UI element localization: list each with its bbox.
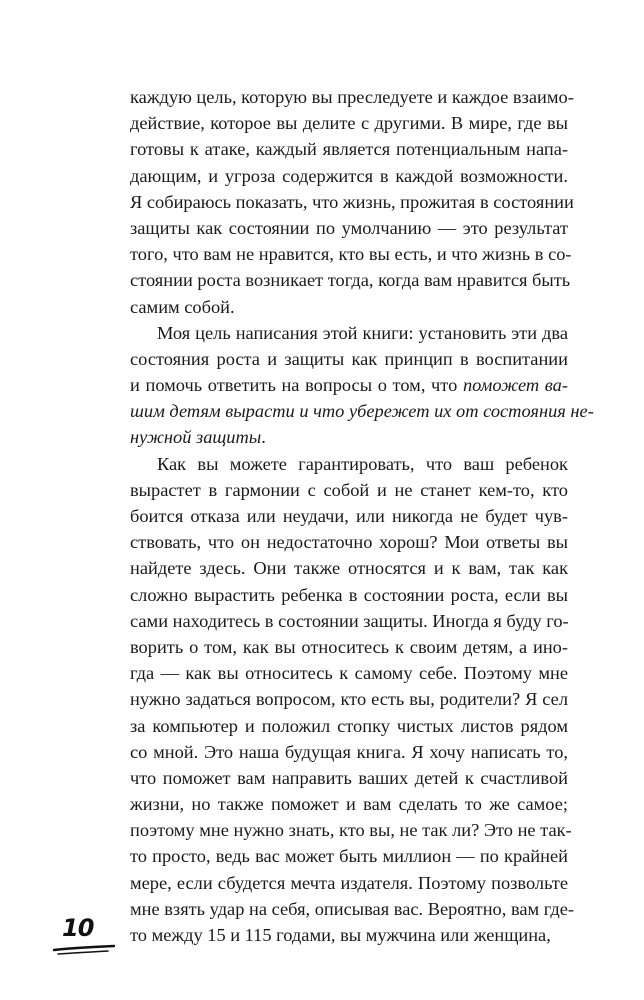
line-text: Как вы можете гарантировать, что ваш ребенок [157, 453, 568, 474]
line-text: дающим, и угроза содержится в каждой возможности. [130, 165, 568, 186]
text-line [130, 896, 575, 922]
text-line [130, 608, 568, 634]
line-text: вырастет в гармонии с собой и не станет кем-то, кто [130, 479, 568, 500]
line-text: боится отказа или неудачи, или никогда не будет чув- [130, 506, 568, 526]
text-line [130, 424, 568, 450]
line-text: Я собираюсь показать, что жизнь, прожитая в состоянии [130, 191, 574, 212]
line-text: нужно задаться вопросом, кто есть вы, родители? Я сел [130, 689, 568, 710]
emphasis-text: шим детям вырасти и что убережет их от состояния не- [130, 401, 594, 422]
line-text: и помочь ответить на вопросы о том, что [130, 375, 463, 396]
line-text: того, что вам не нравится, кто вы есть, и что жизнь в со- [130, 244, 572, 265]
text-line [130, 136, 568, 162]
line-text: что поможет вам направить ваших детей к счастливой [130, 767, 568, 788]
text-line [130, 241, 572, 267]
text-line [130, 529, 568, 555]
line-text: гда — как вы относитесь к самому себе. Поэтому мне [130, 663, 568, 684]
text-line [130, 555, 568, 581]
text-line [130, 503, 568, 529]
text-line [130, 267, 571, 293]
text-line [130, 84, 574, 110]
line-text: мере, если сбудется мечта издателя. Поэтому позвольте [130, 872, 568, 893]
line-text: действие, которое вы делите с другими. В мире, где вы [130, 113, 568, 134]
text-line [130, 320, 568, 346]
text-line [130, 294, 568, 320]
page-number-block [52, 914, 122, 958]
line-text: сложно вырастить ребенка в состоянии роста, если вы [130, 584, 568, 605]
text-line [130, 398, 594, 424]
line-text: за компьютер и положил стопку чистых листов рядом [130, 715, 568, 736]
text-line [130, 346, 568, 372]
text-line [130, 922, 568, 948]
text-line [130, 189, 574, 215]
line-text: то просто, ведь вас может быть миллион — по крайней [130, 846, 568, 867]
line-text: каждую цель, которую вы преследуете и каждое взаимо- [130, 87, 574, 107]
line-text: найдете здесь. Они также относятся и к вам, так как [130, 558, 568, 579]
line-text: ворить о том, как вы относитесь к своим детям, а ино- [130, 636, 568, 657]
text-line [130, 372, 568, 398]
line-text: защиты как состоянии по умолчанию — это результат [130, 217, 568, 238]
line-text: самим собой. [130, 296, 235, 317]
text-line [130, 215, 568, 241]
text-line [130, 686, 568, 712]
text-line [130, 110, 568, 136]
line-text: состояния роста и защиты как принцип в воспитании [130, 348, 568, 369]
line-text: со мной. Это наша будущая книга. Я хочу написать то, [130, 741, 568, 762]
text-line [130, 817, 572, 843]
line-text: сами находитесь в состоянии защиты. Иногда я буду го- [130, 610, 569, 631]
text-line [130, 870, 568, 896]
text-line [130, 791, 568, 817]
line-text-after: . [261, 427, 266, 448]
text-line [130, 739, 568, 765]
line-text: Моя цель написания этой книги: установить эти два [157, 322, 568, 343]
body-text [130, 84, 594, 948]
page-number-underline [52, 938, 116, 958]
emphasis-text: поможет ва- [462, 375, 568, 396]
line-text: то между 15 и 115 годами, вы мужчина или женщина, [130, 925, 551, 945]
text-line [130, 843, 568, 869]
text-line [130, 582, 568, 608]
paragraph [130, 451, 575, 949]
text-line [130, 163, 568, 189]
line-text: ствовать, что он недостаточно хорош? Мои ответы вы [130, 532, 568, 553]
page-number: 10 [62, 914, 94, 942]
paragraph [130, 320, 594, 451]
text-line [130, 477, 568, 503]
text-line [130, 765, 568, 791]
text-line [130, 713, 568, 739]
paragraph [130, 84, 574, 320]
line-text: жизни, но также поможет и вам сделать то же самое; [130, 794, 568, 815]
text-line [130, 451, 568, 477]
text-line [130, 660, 568, 686]
line-text: стоянии роста возникает тогда, когда вам нравится быть [130, 270, 571, 291]
line-text: поэтому мне нужно знать, кто вы, не так ли? Это не так- [130, 820, 572, 841]
text-line [130, 634, 568, 660]
emphasis-text: нужной защиты [130, 427, 262, 448]
line-text: готовы к атаке, каждый является потенциальным напа- [130, 139, 568, 160]
line-text: мне взять удар на себя, описывая вас. Вероятно, вам где- [130, 898, 575, 919]
